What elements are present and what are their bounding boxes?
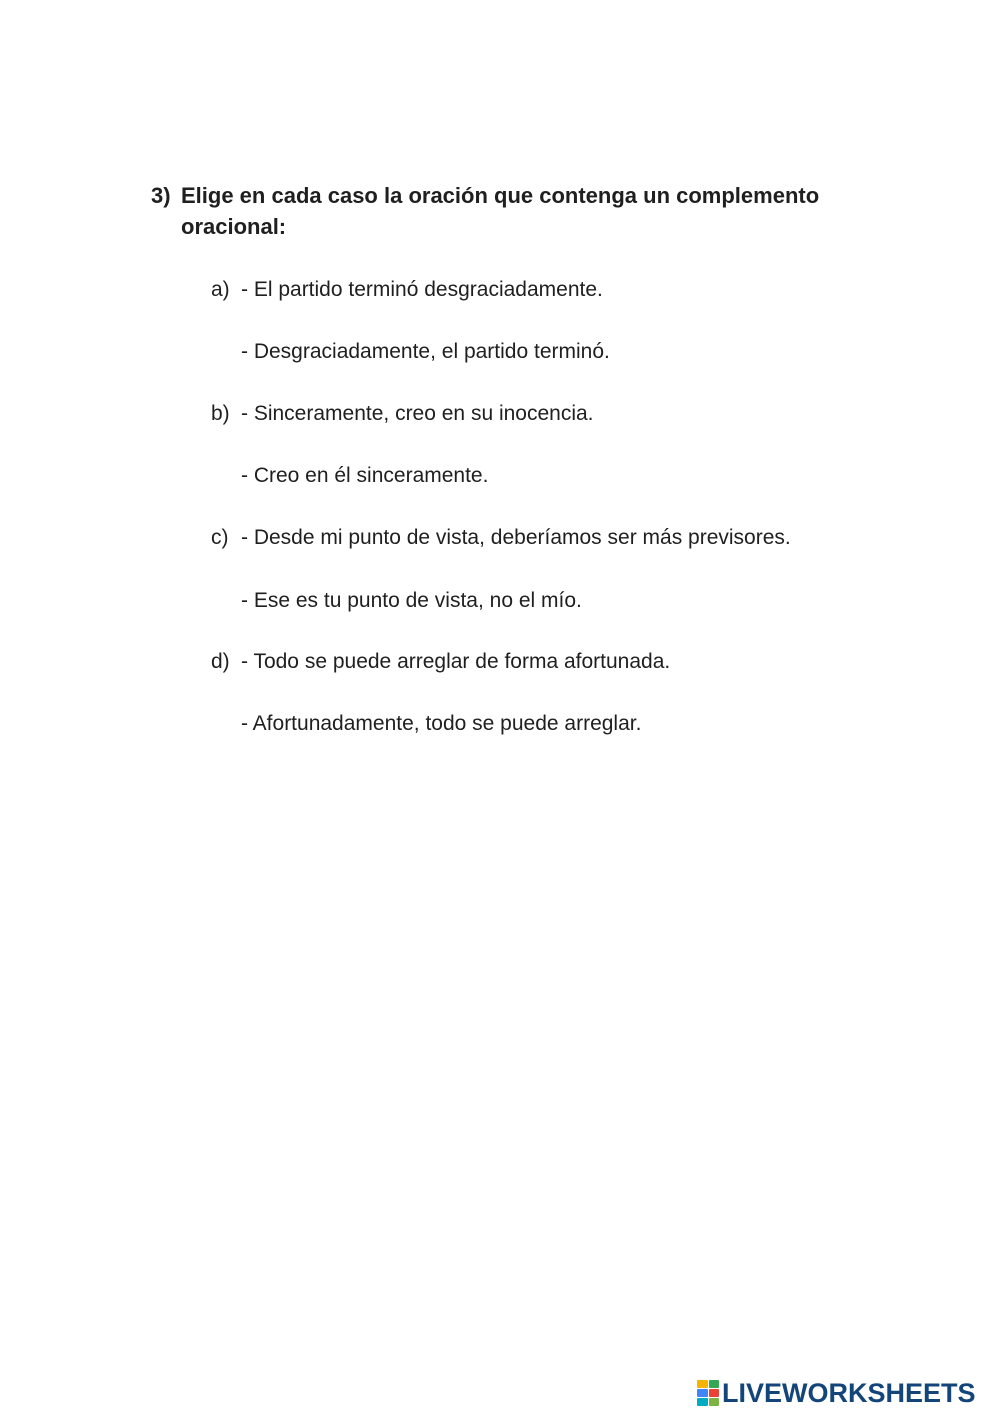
option-letter: a) <box>211 278 230 301</box>
option-sentence: - Ese es tu punto de vista, no el mío. <box>241 589 582 612</box>
option-d-first[interactable] <box>211 649 670 675</box>
logo-square <box>697 1398 708 1406</box>
option-letter: d) <box>211 650 230 673</box>
option-sentence: - Desde mi punto de vista, deberíamos ser más previsores. <box>241 526 791 549</box>
liveworksheets-logo <box>697 1376 976 1410</box>
logo-square <box>709 1389 720 1397</box>
option-b-first[interactable] <box>211 401 594 427</box>
option-sentence: - Desgraciadamente, el partido terminó. <box>241 340 610 363</box>
option-sentence: - Creo en él sinceramente. <box>241 464 489 487</box>
question-number: 3) <box>151 183 171 208</box>
logo-text: LIVEWORKSHEETS <box>722 1377 976 1408</box>
option-a-second[interactable] <box>241 339 610 365</box>
option-d-second[interactable] <box>241 711 641 737</box>
option-sentence: - El partido terminó desgraciadamente. <box>241 278 603 301</box>
logo-square <box>709 1380 720 1388</box>
logo-square <box>697 1380 708 1388</box>
logo-square <box>697 1389 708 1397</box>
logo-square <box>709 1398 720 1406</box>
option-letter: c) <box>211 526 229 549</box>
option-letter: b) <box>211 402 230 425</box>
option-sentence: - Afortunadamente, todo se puede arreglar. <box>241 712 642 735</box>
question-heading <box>151 180 891 242</box>
question-text: Elige en cada caso la oración que contenga un complemento oracional: <box>181 183 820 239</box>
option-c-second[interactable] <box>241 588 582 614</box>
logo-icon <box>697 1380 719 1406</box>
option-a-first[interactable] <box>211 277 603 303</box>
option-sentence: - Todo se puede arreglar de forma afortunada. <box>241 650 671 673</box>
option-c-first[interactable] <box>211 525 791 551</box>
option-b-second[interactable] <box>241 463 488 489</box>
option-sentence: - Sinceramente, creo en su inocencia. <box>241 402 594 425</box>
